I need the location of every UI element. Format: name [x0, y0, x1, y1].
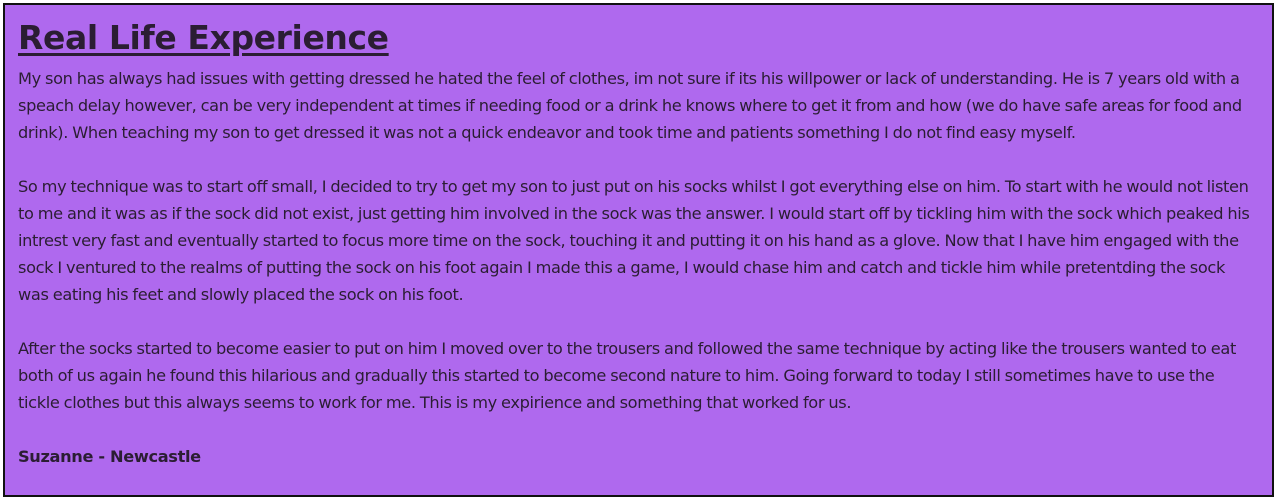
paragraph-1: My son has always had issues with getting dressed he hated the feel of clothes, im not sure if its his willpower or lack of understanding. He is 7 years old with a speach delay however, can be very independent at times if needing food or a drink he knows where to get it from and how (we do have safe areas for food and drink). When teaching my son to get dressed it was not a quick endeavor and took time and patients something I do not find easy myself.	[18, 69, 1242, 142]
paragraph-2: So my technique was to start off small, I decided to try to get my son to just put on his socks whilst I got everything else on him. To start with he would not listen to me and it was as if the sock did not exist, just getting him involved in the sock was the answer. I would start off by tickling him with the sock which peaked his intrest very fast and eventually started to focus more time on the sock, touching it and putting it on his hand as a glove. Now that I have him engaged with the sock I ventured to the realms of putting the sock on his foot again I made this a game, I would chase him and catch and tickle him while pretentding the sock was eating his feet and slowly placed the sock on his foot.	[18, 177, 1250, 304]
experience-panel	[3, 3, 1274, 497]
article-title: Real Life Experience	[18, 18, 389, 57]
author-signature: Suzanne - Newcastle	[18, 447, 201, 466]
paragraph-3: After the socks started to become easier to put on him I moved over to the trousers and followed the same technique by acting like the trousers wanted to eat both of us again he found this hilarious and gradually this started to become second nature to him. Going forward to today I still sometimes have to use the tickle clothes but this always seems to work for me. This is my expirience and something that worked for us.	[18, 339, 1236, 412]
